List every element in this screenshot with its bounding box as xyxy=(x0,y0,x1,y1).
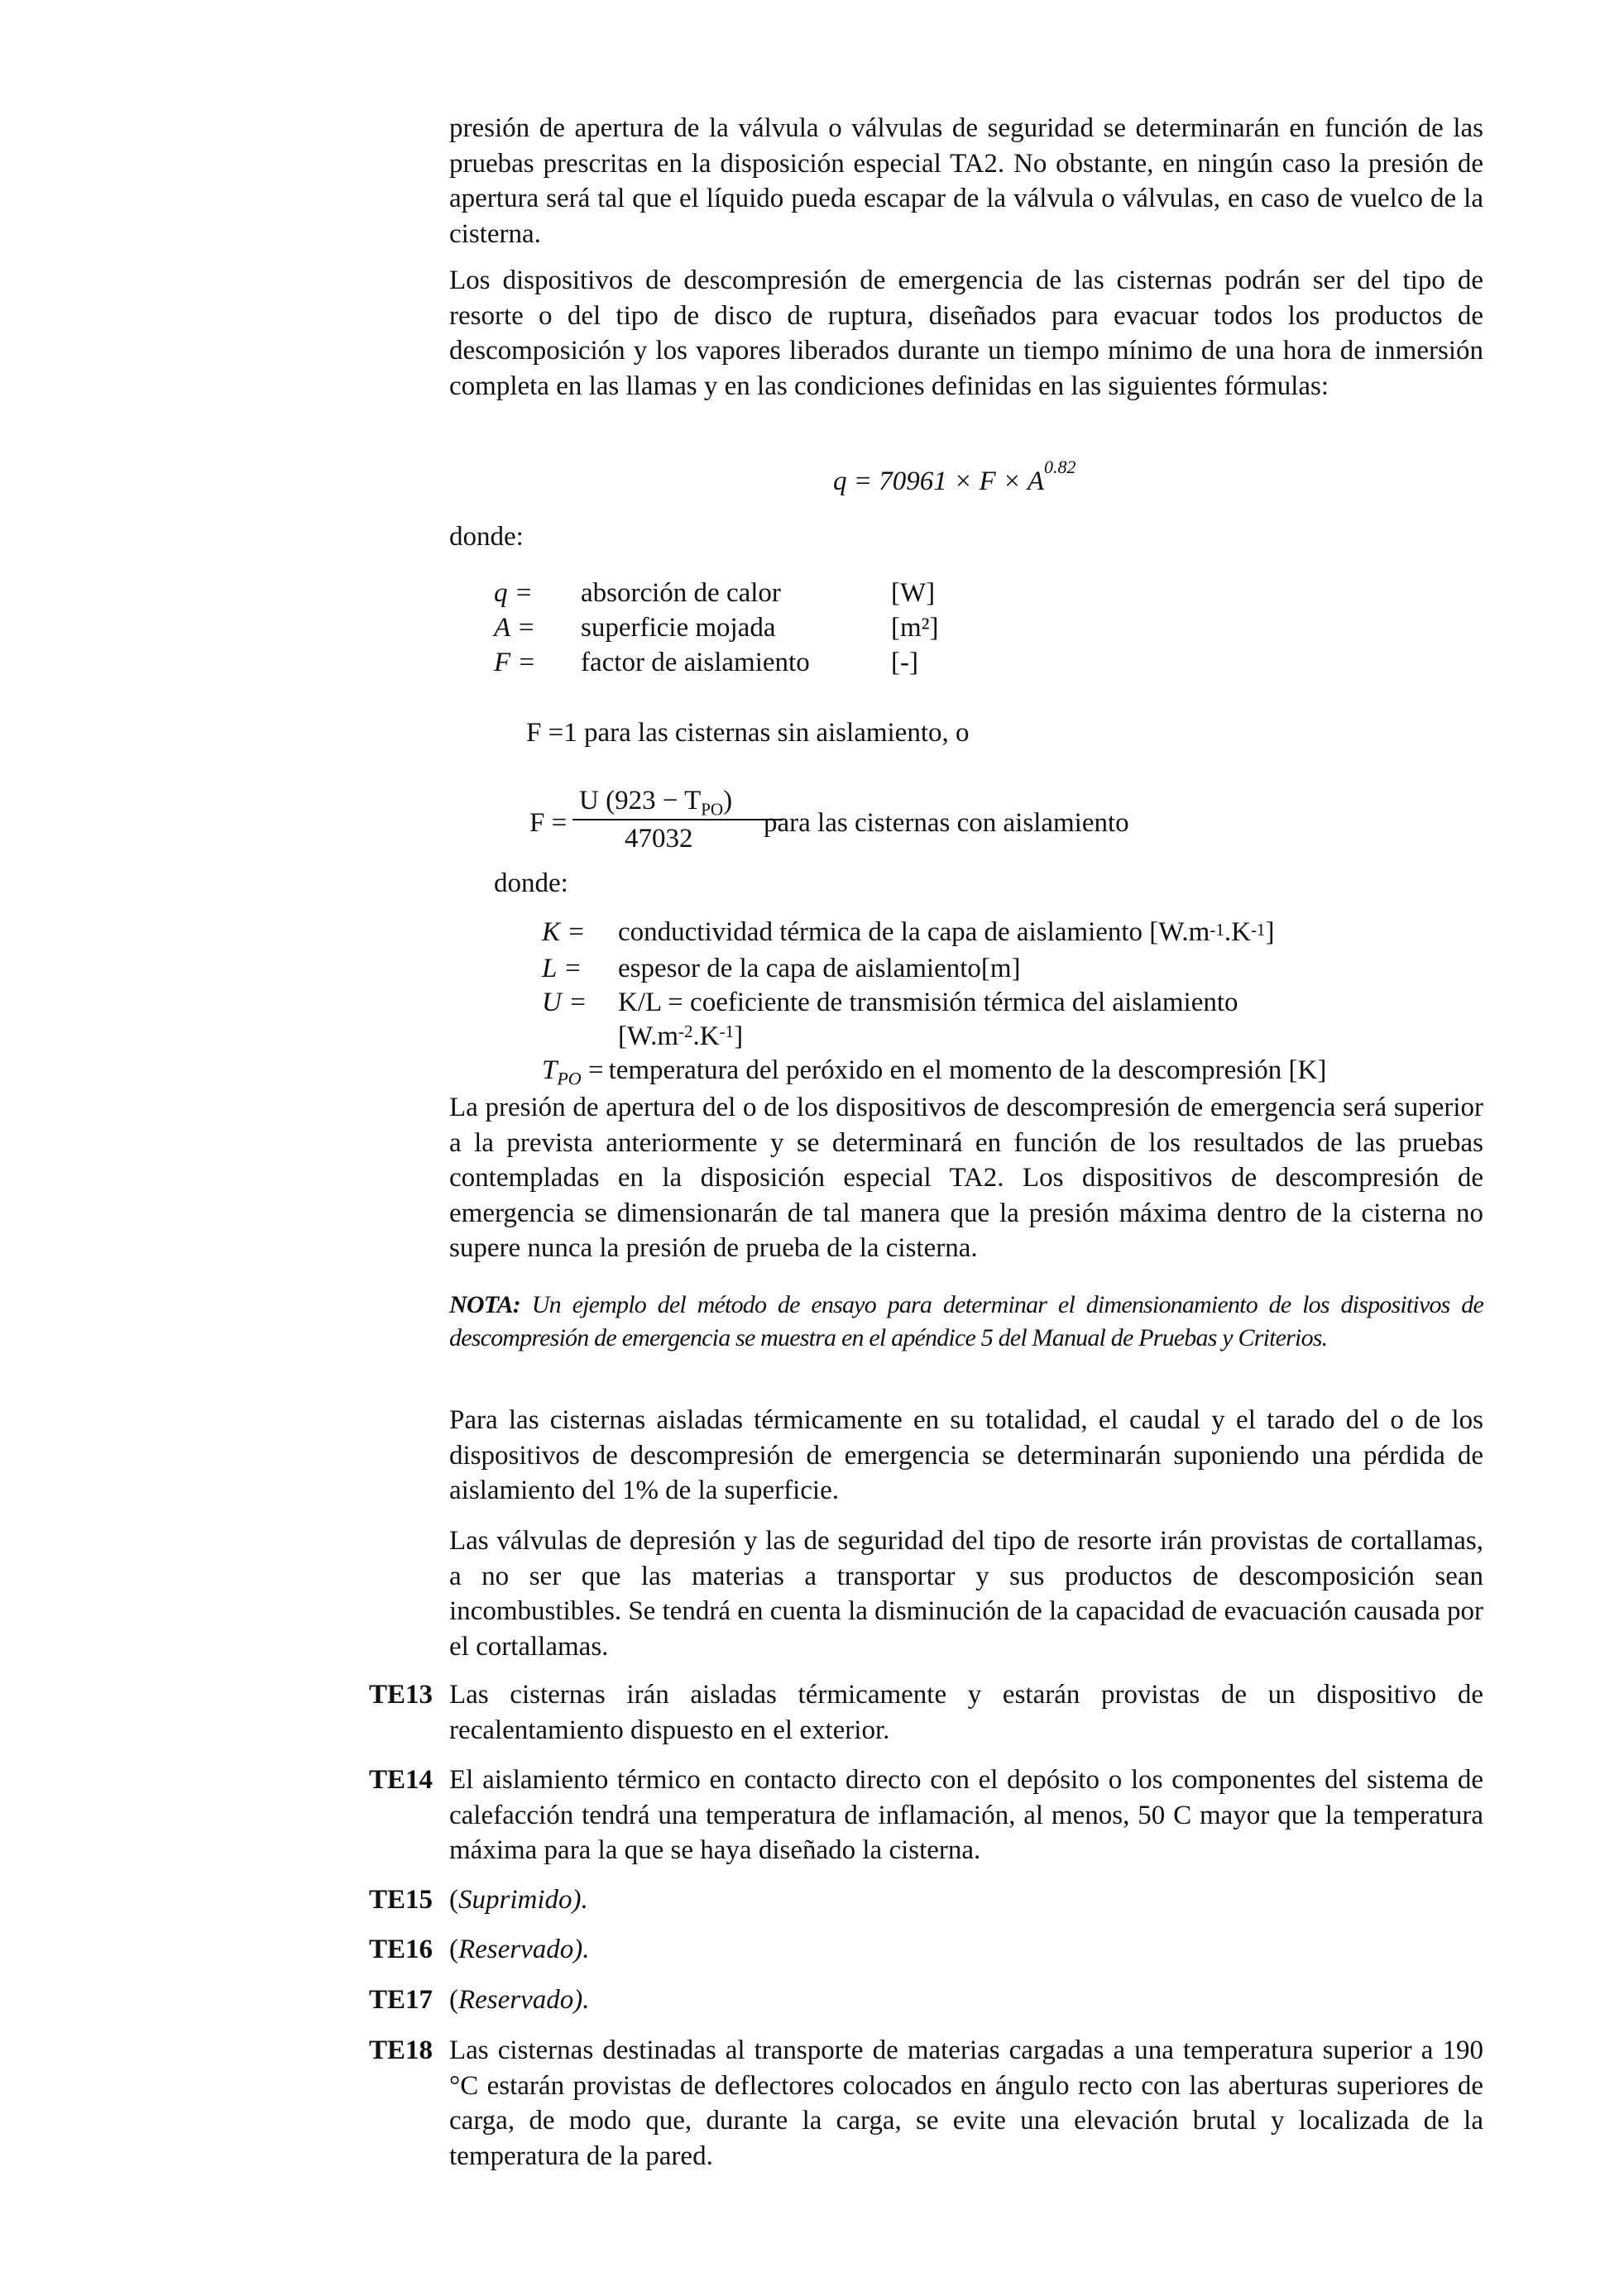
item-text: Las cisternas destinadas al transporte de materias cargadas a una temperatura superior a 190 °C estarán provistas de deflectores colocados en ángulo recto con las aberturas superiores de carga, de modo que, durante la carga, se evite una elevación brutal y localizada de la temperatura de la pared. xyxy=(449,2035,1483,2171)
te17-item xyxy=(369,1983,1483,2018)
heat-absorption-formula xyxy=(833,457,1076,497)
item-code: TE18 xyxy=(369,2035,434,2065)
item-code: TE15 xyxy=(369,1885,434,1915)
item-code: TE16 xyxy=(369,1935,434,1964)
variable-description: superficie mojada xyxy=(581,613,776,643)
item-text: El aislamiento térmico en contacto directo con el depósito o los componentes del sistema de calefacción tendrá una temperatura de inflamación, al menos, 50 C mayor que la temperatura máxima para la que se haya diseñado la cisterna. xyxy=(449,1765,1483,1865)
variable-unit: [m²] xyxy=(891,613,939,643)
variable-symbol: q = xyxy=(494,578,534,608)
variable-symbol: L = xyxy=(542,954,582,983)
te18-item xyxy=(369,2033,1483,2174)
variable-description: espesor de la capa de aislamiento[m] xyxy=(618,954,1021,983)
variable-row-u-unit xyxy=(542,1020,1326,1054)
formula-body: q = 70961 × F × A xyxy=(833,466,1045,496)
f-equals-one-line: F =1 para las cisternas sin aislamiento, o xyxy=(526,718,970,748)
item-text xyxy=(449,1882,1483,1918)
paragraph-emergency-devices: Los dispositivos de descompresión de emergencia de las cisternas podrán ser del tipo de resorte o del tipo de disco de ruptura, diseñados para evacuar todos los productos de descomposición y los vapores liberados durante un tiempo mínimo de una hora de inmersión completa en las llamas y en las condiciones definidas en las siguientes fórmulas: xyxy=(449,265,1483,401)
item-paren: ( xyxy=(449,1985,458,2015)
u-exponent: -1 xyxy=(719,1021,735,1041)
numerator-subscript: PO xyxy=(701,799,724,820)
fraction-numerator xyxy=(579,786,732,820)
k-desc-part: ] xyxy=(1265,917,1275,947)
variable-row xyxy=(494,576,939,610)
insulation-variables-list xyxy=(542,916,1326,1096)
variable-row xyxy=(494,645,939,680)
te13-item xyxy=(369,1677,1483,1748)
formula-exponent: 0.82 xyxy=(1044,457,1076,477)
note-label: NOTA: xyxy=(449,1291,521,1318)
item-status: Suprimido). xyxy=(458,1885,588,1915)
paragraph-insulated-tanks: Para las cisternas aisladas térmicamente en su totalidad, el caudal y el tarado del o de los dispositivos de descompresión de emergencia se determinarán suponiendo una pérdida de aislamiento del 1% de la superficie. xyxy=(449,1405,1483,1505)
note-text: Un ejemplo del método de ensayo para determinar el dimensionamiento de los dispositivos de descompresión de emergencia se muestra en el apéndice 5 del Manual de Pruebas y Criterios. xyxy=(449,1291,1483,1351)
item-code: TE14 xyxy=(369,1765,434,1795)
fraction-denominator: 47032 xyxy=(625,824,693,854)
item-paren: ( xyxy=(449,1935,458,1964)
variable-row-l xyxy=(542,952,1326,986)
te15-item xyxy=(369,1882,1483,1918)
donde-label: donde: xyxy=(449,522,524,552)
variable-row-k xyxy=(542,916,1326,952)
item-code: TE17 xyxy=(369,1985,434,2015)
formula-variables-list xyxy=(494,576,939,680)
k-desc-part: .K xyxy=(1224,917,1251,947)
k-exponent: -1 xyxy=(1250,920,1266,940)
u-exponent: -2 xyxy=(678,1021,693,1041)
variable-symbol: K = xyxy=(542,917,586,947)
variable-row-tpo xyxy=(542,1054,1326,1096)
donde-label-2: donde: xyxy=(494,868,568,898)
item-status: Reservado). xyxy=(458,1935,590,1964)
fraction-condition: para las cisternas con aislamiento xyxy=(764,808,1129,838)
variable-symbol: U = xyxy=(542,988,587,1017)
paragraph-opening-pressure: presión de apertura de la válvula o válvulas de seguridad se determinarán en función de las pruebas prescritas en la disposición especial TA2. No obstante, en ningún caso la presión de apertura será tal que el líquido pueda escapar de la válvula o válvulas, en caso de vuelco de la cisterna. xyxy=(449,113,1483,249)
k-desc-part: conductividad térmica de la capa de aislamiento [W.m xyxy=(618,917,1210,947)
t-subscript: PO xyxy=(557,1068,582,1089)
variable-row xyxy=(494,610,939,645)
item-paren: ( xyxy=(449,1885,458,1915)
variable-description: factor de aislamiento xyxy=(581,648,810,677)
item-status: Reservado). xyxy=(458,1985,590,2015)
item-text xyxy=(449,1932,1483,1968)
u-unit-part: ] xyxy=(734,1021,744,1051)
variable-description xyxy=(618,916,1274,952)
variable-description: absorción de calor xyxy=(581,578,781,608)
u-unit-part: [W.m xyxy=(618,1021,679,1051)
k-exponent: -1 xyxy=(1210,920,1224,940)
variable-symbol: F = xyxy=(494,648,536,677)
numerator-close: ) xyxy=(723,786,733,816)
note-paragraph xyxy=(449,1289,1483,1355)
te16-item xyxy=(369,1932,1483,1968)
item-code: TE13 xyxy=(369,1680,434,1710)
fraction-bar xyxy=(572,819,783,820)
item-text xyxy=(449,1983,1483,2018)
variable-unit: [W] xyxy=(891,578,936,608)
variable-description: K/L = coeficiente de transmisión térmica del aislamiento xyxy=(618,988,1238,1017)
item-text: Las cisternas irán aisladas térmicamente y estarán provistas de un dispositivo de recalentamiento dispuesto en el exterior. xyxy=(449,1680,1483,1745)
u-unit-part: .K xyxy=(692,1021,720,1051)
numerator-text: U (923 − T xyxy=(579,786,702,816)
variable-row-u xyxy=(542,986,1326,1020)
fraction-label: F = xyxy=(529,808,568,838)
t-equals: = xyxy=(581,1055,604,1085)
te14-item xyxy=(369,1763,1483,1868)
t-symbol: T xyxy=(542,1055,558,1085)
variable-symbol: A = xyxy=(494,613,536,643)
variable-description: temperatura del peróxido en el momento de la descompresión [K] xyxy=(608,1055,1327,1085)
variable-unit: [-] xyxy=(891,648,918,677)
paragraph-opening-pressure-emergency: La presión de apertura del o de los dispositivos de descompresión de emergencia será superior a la prevista anteriormente y se determinará en función de los resultados de las pruebas contempladas en la disposición especial TA2. Los dispositivos de descompresión de emergencia se dimensionarán de tal manera que la presión máxima dentro de la cisterna no supere nunca la presión de prueba de la cisterna. xyxy=(449,1093,1483,1263)
variable-symbol xyxy=(542,1054,604,1096)
paragraph-flame-arresters: Las válvulas de depresión y las de seguridad del tipo de resorte irán provistas de cortallamas, a no ser que las materias a transportar y sus productos de descomposición sean incombustibles. Se tendrá en cuenta la disminución de la capacidad de evacuación causada por el cortallamas. xyxy=(449,1526,1483,1662)
